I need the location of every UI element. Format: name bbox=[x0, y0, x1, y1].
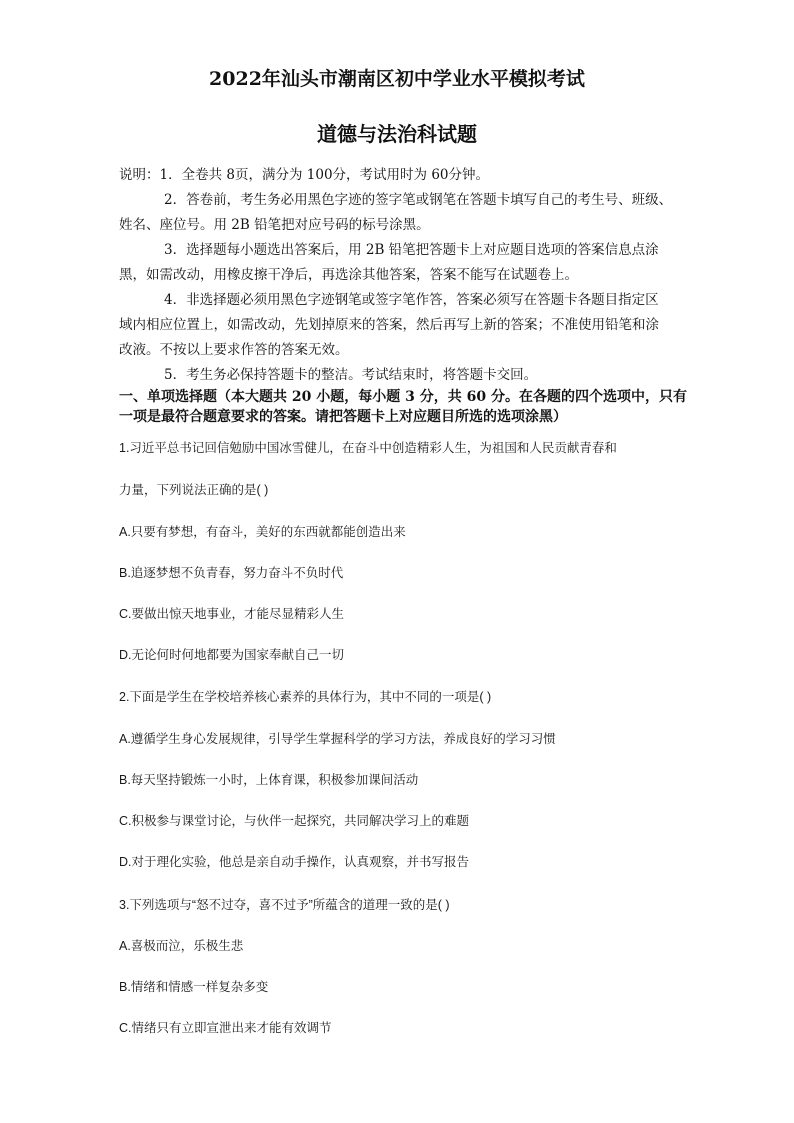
question-1-stem: 1.习近平总书记回信勉励中国冰雪健儿，在奋斗中创造精彩人生，为祖国和人民贡献青春和 bbox=[119, 441, 617, 455]
instruction-line: 黑，如需改动，用橡皮擦干净后，再选涂其他答案，答案不能写在试题卷上。 bbox=[119, 267, 578, 283]
instruction-line: 2．答卷前，考生务必用黑色字迹的签字笔或钢笔在答题卡填写自己的考生号、班级、 bbox=[164, 192, 673, 208]
instruction-line: 改液。不按以上要求作答的答案无效。 bbox=[119, 342, 349, 358]
instruction-line: 4．非选择题必须用黑色字迹钢笔或签字笔作答，答案必须写在答题卡各题目指定区 bbox=[164, 292, 659, 308]
section-heading-line: 一、单项选择题（本大题共 20 小题，每小题 3 分，共 60 分。在各题的四个选项中，只有 bbox=[119, 389, 687, 405]
section-heading-line: 一项是最符合题意要求的答案。请把答题卡上对应题目所选的选项涂黑） bbox=[119, 409, 567, 425]
question-3-option-b: B.情绪和情感一样复杂多变 bbox=[119, 980, 269, 994]
question-3-option-a: A.喜极而泣，乐极生悲 bbox=[119, 939, 244, 953]
question-2-stem: 2.下面是学生在学校培养核心素养的具体行为，其中不同的一项是( ) bbox=[119, 690, 492, 704]
question-2-option-b: B.每天坚持锻炼一小时，上体育课，积极参加课间活动 bbox=[119, 773, 419, 787]
instruction-line: 说明：1．全卷共 8页，满分为 100分，考试用时为 60分钟。 bbox=[119, 167, 489, 183]
question-3-option-c: C.情绪只有立即宣泄出来才能有效调节 bbox=[119, 1021, 332, 1035]
instruction-line: 3．选择题每小题选出答案后，用 2B 铅笔把答题卡上对应题目选项的答案信息点涂 bbox=[164, 242, 659, 258]
subject-title: 道德与法治科试题 bbox=[317, 122, 477, 146]
question-2-option-c: C.积极参与课堂讨论，与伙伴一起探究，共同解决学习上的难题 bbox=[119, 814, 470, 828]
instruction-line: 域内相应位置上，如需改动，先划掉原来的答案，然后再写上新的答案；不准使用铅笔和涂 bbox=[119, 317, 659, 333]
instruction-line: 5．考生务必保持答题卡的整洁。考试结束时，将答题卡交回。 bbox=[164, 367, 538, 383]
question-1-option-d: D.无论何时何地都要为国家奉献自己一切 bbox=[119, 648, 345, 662]
question-1-option-c: C.要做出惊天地事业，才能尽显精彩人生 bbox=[119, 607, 345, 621]
question-1-option-b: B.追逐梦想不负青春，努力奋斗不负时代 bbox=[119, 566, 344, 580]
question-1-option-a: A.只要有梦想，有奋斗，美好的东西就都能创造出来 bbox=[119, 525, 406, 539]
instruction-line: 姓名、座位号。用 2B 铅笔把对应号码的标号涂黑。 bbox=[119, 217, 430, 233]
question-2-option-a: A.遵循学生身心发展规律，引导学生掌握科学的学习方法，养成良好的学习习惯 bbox=[119, 732, 556, 746]
question-2-option-d: D.对于理化实验，他总是亲自动手操作，认真观察，并书写报告 bbox=[119, 855, 470, 869]
question-1-stem: 力量，下列说法正确的是( ) bbox=[119, 483, 269, 497]
exam-title: 2022年汕头市潮南区初中学业水平模拟考试 bbox=[209, 68, 585, 90]
question-3-stem: 3.下列选项与“怒不过夺，喜不过予”所蕴含的道理一致的是( ) bbox=[119, 898, 450, 912]
